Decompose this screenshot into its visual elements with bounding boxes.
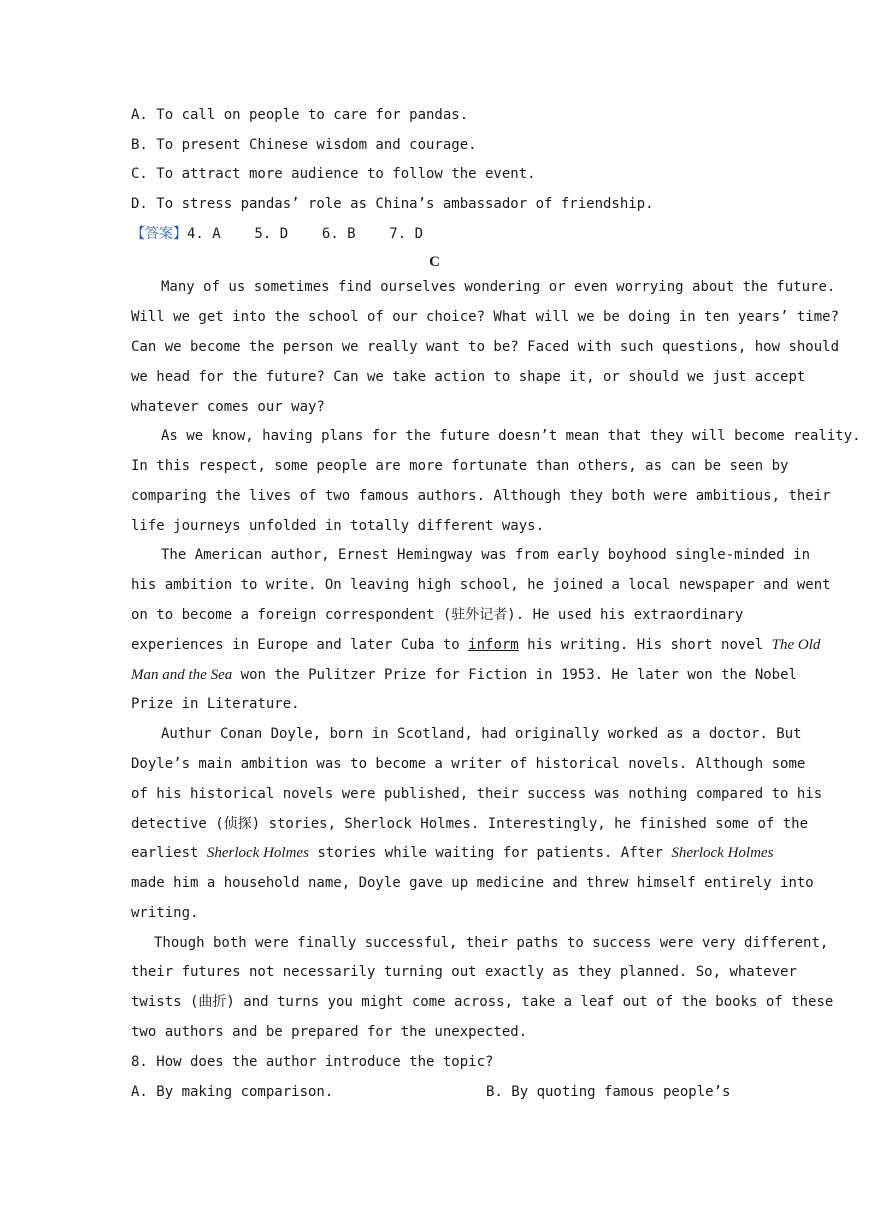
answer-tag: 【答案】 [131,226,187,242]
option-a: A. To call on people to care for pandas. [131,107,469,123]
p5-line-3: twists (曲折) and turns you might come across, take a leaf out of the books of these [131,994,834,1010]
question-8-option-a: A. By making comparison. [131,1084,334,1100]
option-d: D. To stress pandas’ role as China’s ambassador of friendship. [131,196,654,212]
p4-line-3: of his historical novels were published, their success was nothing compared to his [131,786,823,802]
p4-line-2: Doyle’s main ambition was to become a writer of historical novels. Although some [131,756,806,772]
p1-line-1: Many of us sometimes find ourselves wondering or even worrying about the future. [161,279,836,295]
p5-line-2: their futures not necessarily turning out exactly as they planned. So, whatever [131,964,797,980]
p3-line-4-text: experiences in Europe and later Cuba to [131,637,469,653]
p4-line-6: made him a household name, Doyle gave up medicine and threw himself entirely into [131,875,814,891]
p4-line-5-text: earliest [131,845,207,861]
p4-line-1: Authur Conan Doyle, born in Scotland, had originally worked as a doctor. But [161,726,802,742]
p3-line-5-text: won the Pulitzer Prize for Fiction in 1953. He later won the Nobel [232,667,797,683]
p4-line-5 [131,843,774,863]
p1-line-2: Will we get into the school of our choice? What will we be doing in ten years’ time? [131,309,840,325]
answer-text: 4. A 5. D 6. B 7. D [187,226,424,242]
p1-line-4: we head for the future? Can we take action to shape it, or should we just accept [131,369,806,385]
p2-line-2: In this respect, some people are more fortunate than others, as can be seen by [131,458,789,474]
p3-line-5 [131,665,797,685]
novel-title-part-1: The Old [771,637,821,653]
underlined-word: inform [468,637,519,653]
option-b: B. To present Chinese wisdom and courage. [131,137,477,153]
p3-line-6: Prize in Literature. [131,696,300,712]
option-c: C. To attract more audience to follow the event. [131,166,536,182]
p3-line-4 [131,635,821,655]
answer-line [131,224,738,244]
p3-line-3: on to become a foreign correspondent (驻外记者). He used his extraordinary [131,607,744,623]
p3-line-1: The American author, Ernest Hemingway was from early boyhood single-minded in [161,547,811,563]
p2-line-4: life journeys unfolded in totally different ways. [131,518,545,534]
p4-line-4: detective (侦探) stories, Sherlock Holmes. Interestingly, he finished some of the [131,816,809,832]
p5-line-1: Though both were finally successful, their paths to success were very different, [154,935,829,951]
section-letter: C [429,254,440,270]
p5-line-4: two authors and be prepared for the unexpected. [131,1024,528,1040]
p1-line-3: Can we become the person we really want to be? Faced with such questions, how should [131,339,840,355]
book-title-2: Sherlock Holmes [671,845,774,861]
book-title-1: Sherlock Holmes [206,845,309,861]
p2-line-3: comparing the lives of two famous authors. Although they both were ambitious, their [131,488,831,504]
question-8-stem: 8. How does the author introduce the topic? [131,1054,494,1070]
p3-line-4-text-2: his writing. His short novel [518,637,772,653]
p4-line-7: writing. [131,905,199,921]
p4-line-5-text-2: stories while waiting for patients. After [308,845,672,861]
p1-line-5: whatever comes our way? [131,399,325,415]
novel-title-part-2: Man and the Sea [131,667,233,683]
p3-line-2: his ambition to write. On leaving high school, he joined a local newspaper and went [131,577,831,593]
question-8-option-b: B. By quoting famous people’s [486,1084,731,1100]
p2-line-1: As we know, having plans for the future doesn’t mean that they will become reality. [161,428,861,444]
